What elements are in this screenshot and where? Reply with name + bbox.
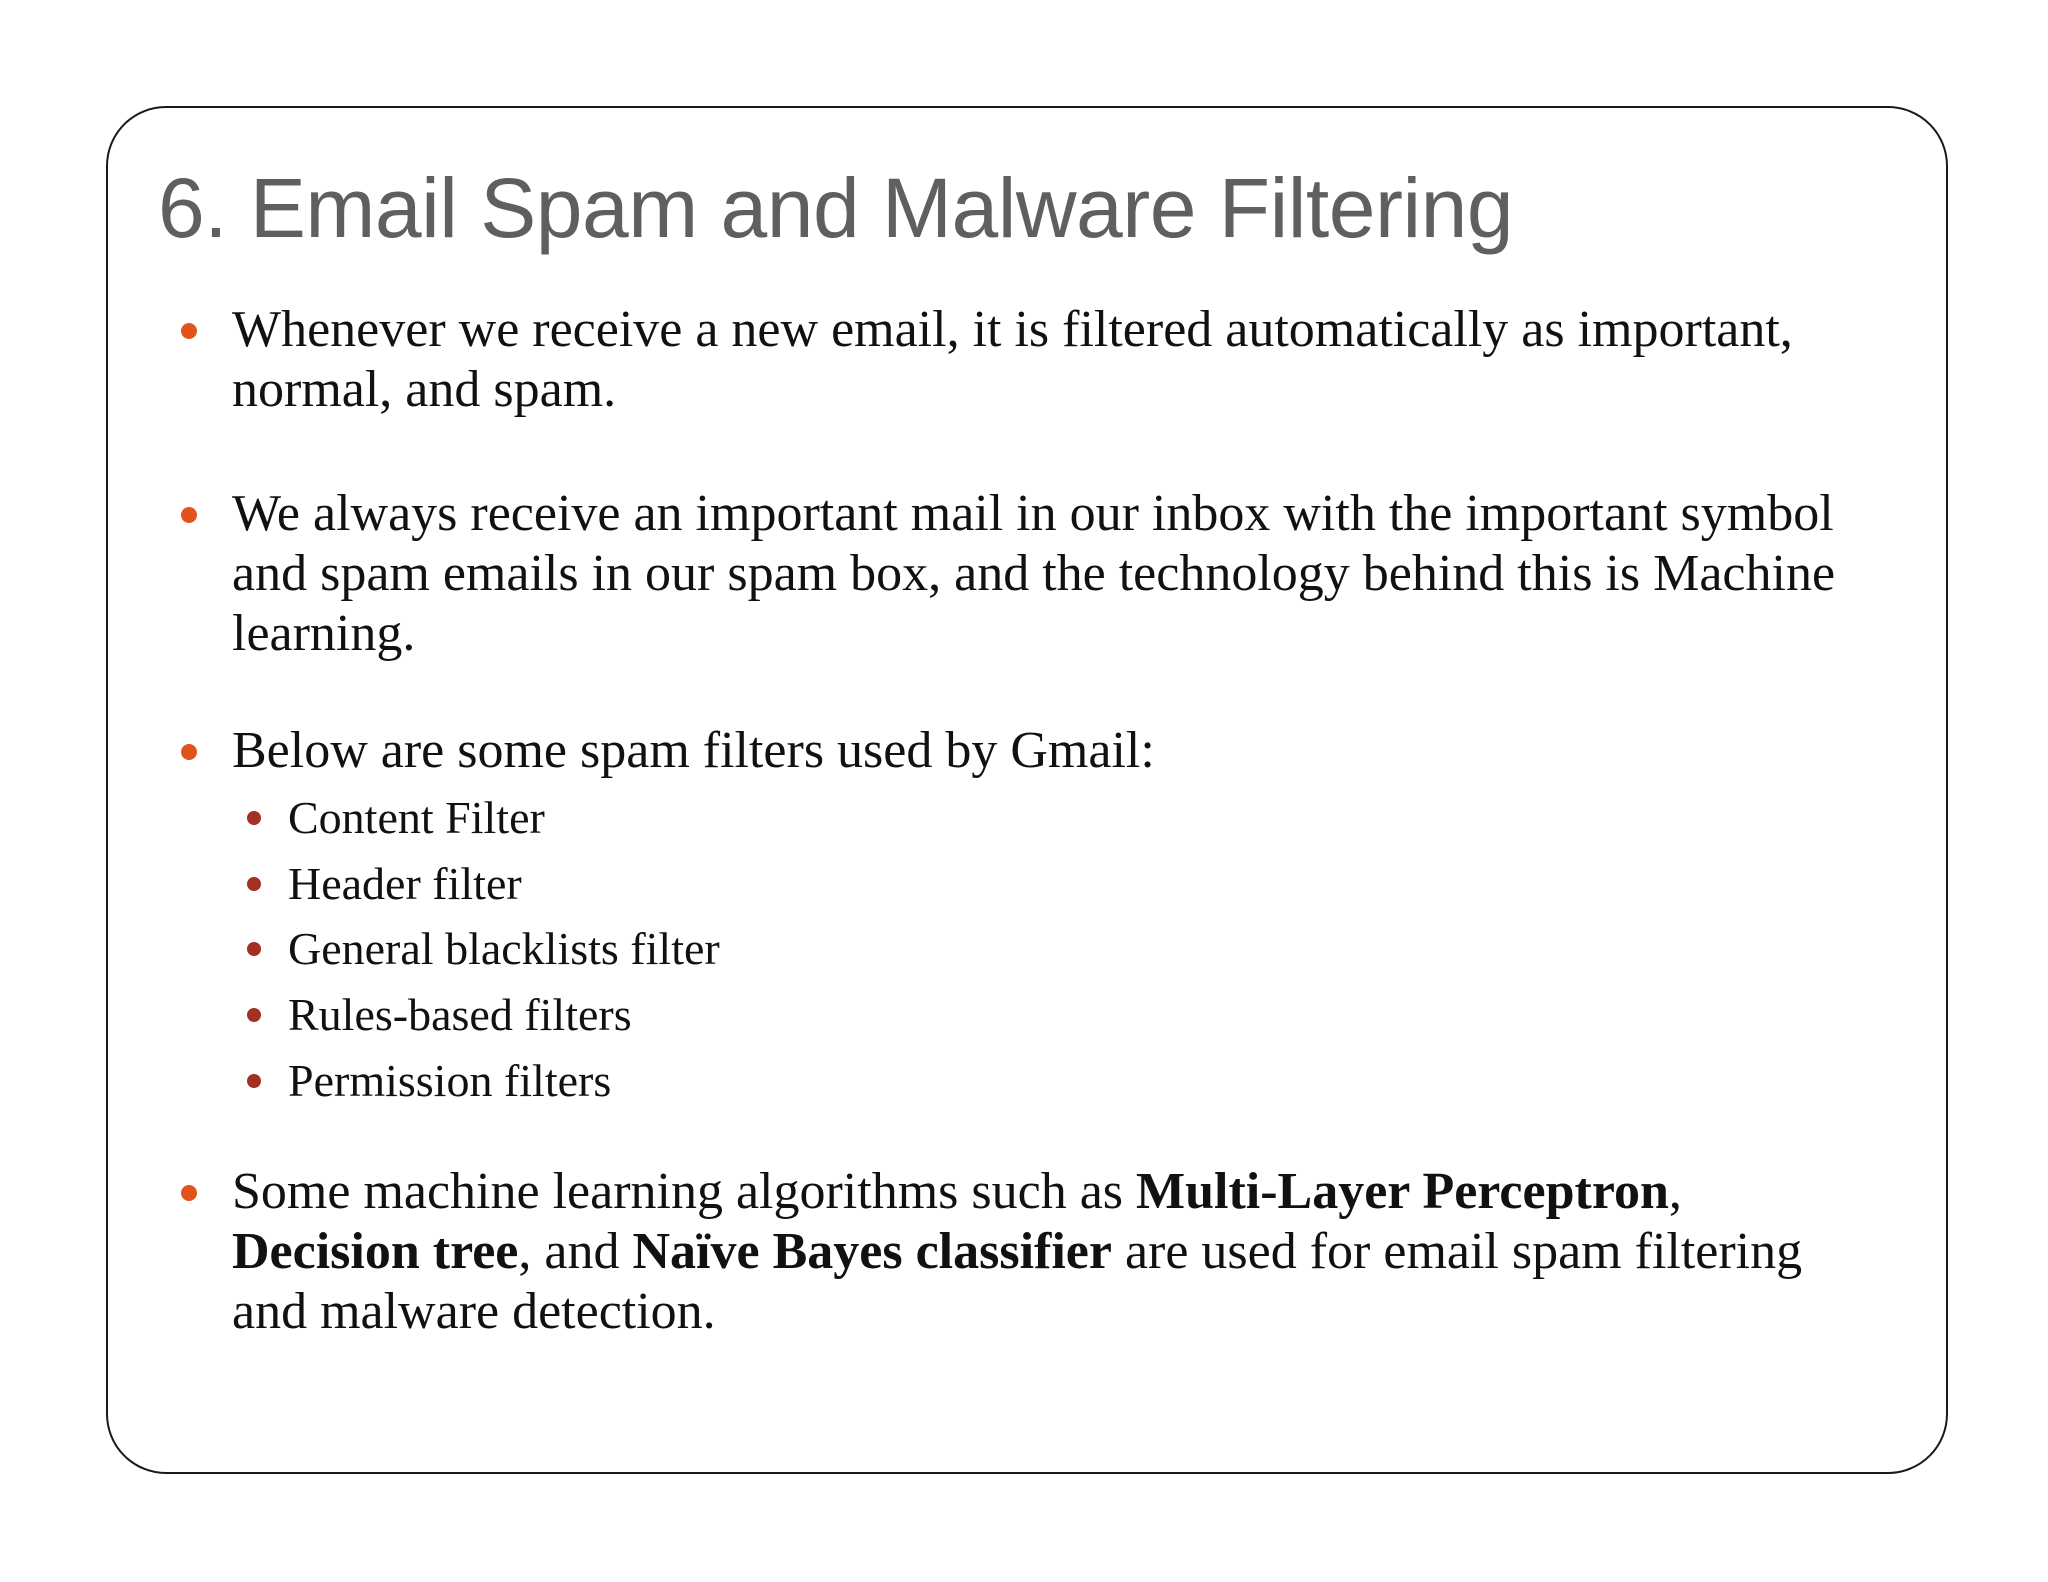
sub-bullet-text: Header filter	[288, 858, 522, 909]
algorithm-mlp: Multi-Layer Perceptron	[1136, 1163, 1669, 1220]
bullet-dot-icon	[181, 507, 197, 523]
sub-bullet-text: Content Filter	[288, 792, 545, 843]
bullet-text: We always receive an important mail in our inbox with the important symbol and spam emails in our spam box, and the technology behind this is Machine learning.	[232, 485, 1836, 662]
bullet-item-algorithms	[232, 1162, 1872, 1342]
sub-bullet-dot-icon	[247, 1008, 261, 1022]
sub-bullet-item	[288, 856, 522, 912]
bullet-text-part: are used for email spam filtering and malware detection.	[232, 1223, 1803, 1340]
sub-bullet-text: Rules-based filters	[288, 989, 632, 1040]
sub-bullet-dot-icon	[247, 811, 261, 825]
bullet-text-part: , and	[518, 1223, 633, 1280]
sub-bullet-item	[288, 1053, 611, 1109]
sub-bullet-dot-icon	[247, 1074, 261, 1088]
bullet-item-inbox	[232, 484, 1872, 664]
bullet-text-part: Some machine learning algorithms such as	[232, 1163, 1137, 1220]
sub-bullet-dot-icon	[247, 877, 261, 891]
sub-bullet-dot-icon	[247, 942, 261, 956]
sub-bullet-item	[288, 790, 545, 846]
bullet-item-gmail-filters	[232, 721, 1872, 781]
sub-bullet-item	[288, 921, 720, 977]
bullet-dot-icon	[181, 323, 197, 339]
sub-bullet-text: General blacklists filter	[288, 923, 720, 974]
slide-title: 6. Email Spam and Malware Filtering	[158, 161, 1514, 255]
sub-bullet-item	[288, 987, 632, 1043]
bullet-text-part: ,	[1668, 1163, 1682, 1220]
algorithm-naive-bayes: Naïve Bayes classifier	[632, 1223, 1112, 1280]
bullet-dot-icon	[181, 744, 197, 760]
bullet-text: Whenever we receive a new email, it is filtered automatically as important, normal, and spam.	[232, 301, 1793, 418]
algorithm-decision-tree: Decision tree	[232, 1223, 519, 1280]
bullet-item-email-filtering	[232, 300, 1872, 420]
bullet-text: Below are some spam filters used by Gmail:	[232, 722, 1155, 779]
sub-bullet-text: Permission filters	[288, 1055, 612, 1106]
bullet-dot-icon	[181, 1185, 197, 1201]
